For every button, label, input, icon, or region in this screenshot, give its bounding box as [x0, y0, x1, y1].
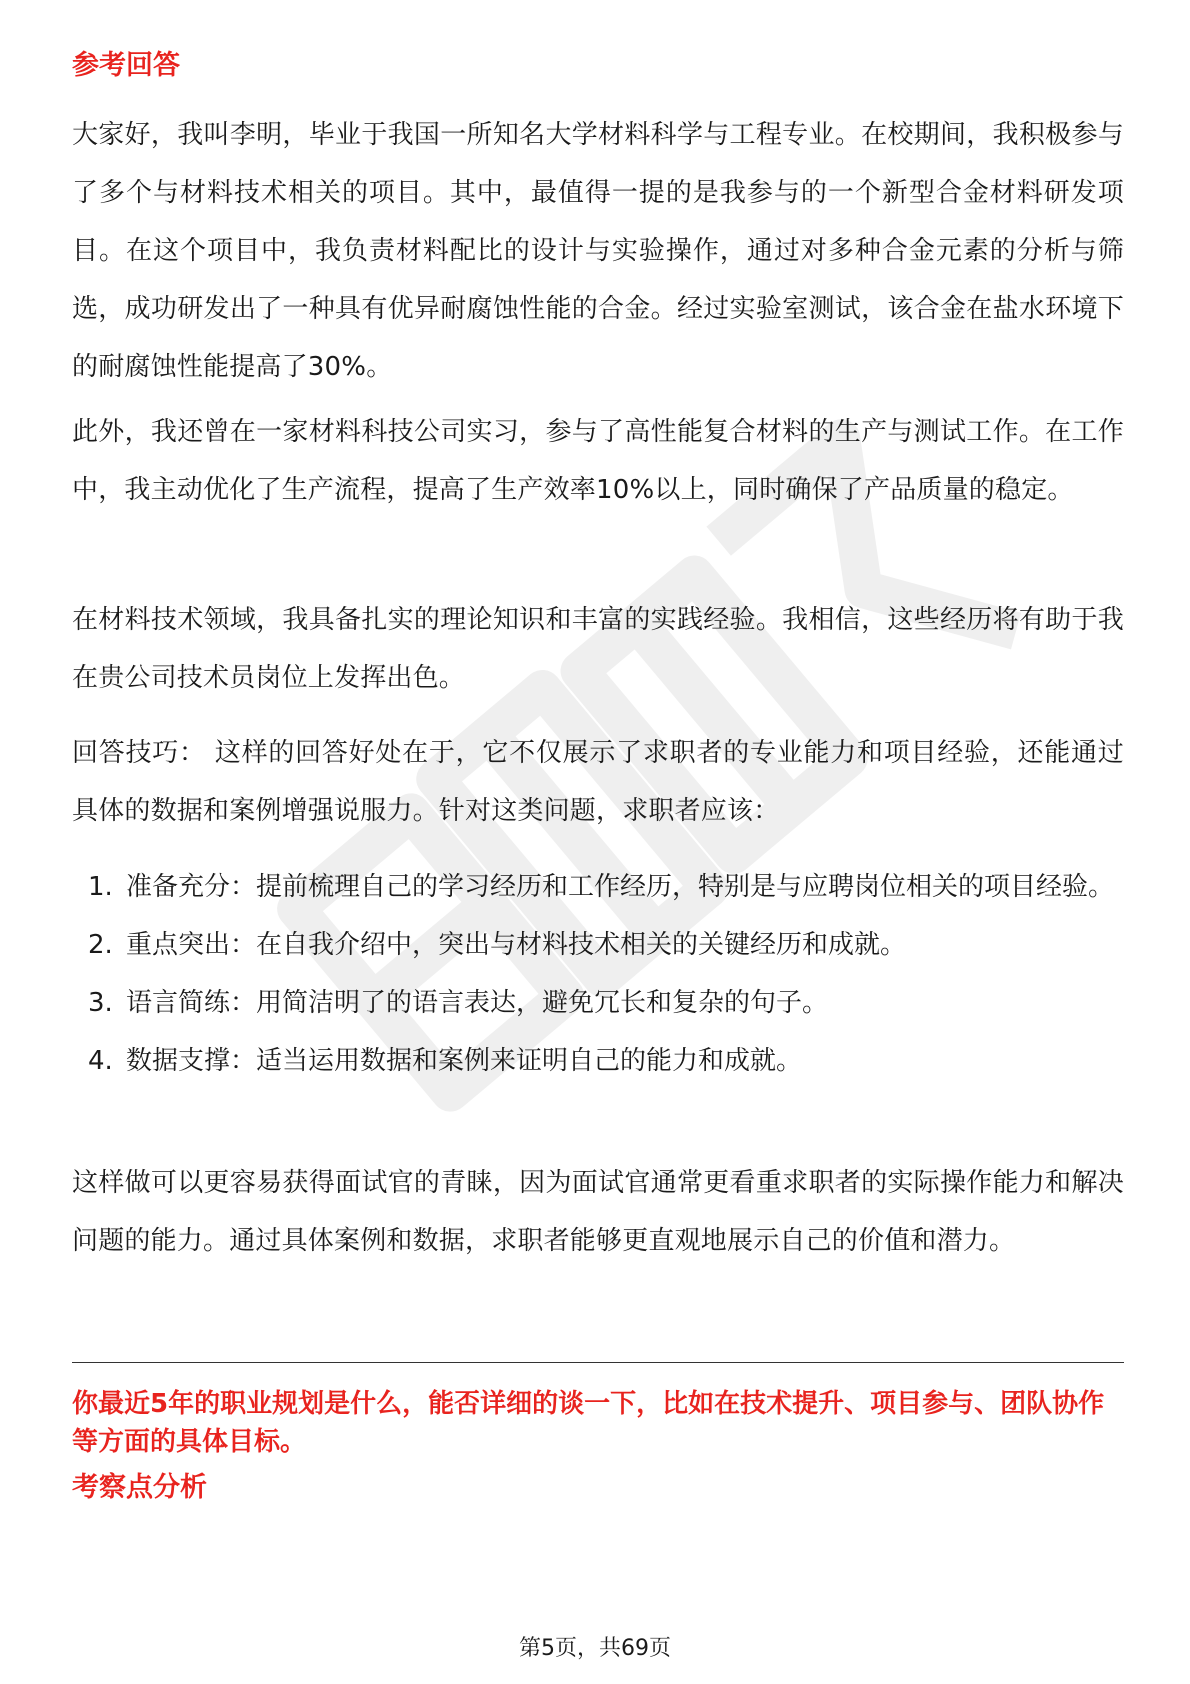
section-divider — [72, 1362, 1124, 1363]
tips-intro: 回答技巧： 这样的回答好处在于，它不仅展示了求职者的专业能力和项目经验，还能通过具体的数据和案例增强说服力。针对这类问题，求职者应该： — [72, 738, 1125, 826]
tip-item-3 — [72, 974, 1124, 1032]
answer-paragraph-2: 此外，我还曾在一家材料科技公司实习，参与了高性能复合材料的生产与测试工作。在工作中，我主动优化了生产流程，提高了生产效率10%以上，同时确保了产品质量的稳定。 — [72, 417, 1124, 505]
tip-text: 数据支撑：适当运用数据和案例来证明自己的能力和成就。 — [126, 1046, 803, 1076]
tips-list — [72, 858, 1124, 1090]
tip-number: 1. — [88, 872, 113, 902]
next-question: 你最近5年的职业规划是什么，能否详细的谈一下，比如在技术提升、项目参与、团队协作等方面的具体目标。 — [72, 1389, 1105, 1457]
tip-text: 重点突出：在自我介绍中，突出与材料技术相关的关键经历和成就。 — [126, 930, 907, 960]
tip-item-2 — [72, 916, 1124, 974]
document-page — [72, 0, 1124, 1684]
tip-number: 2. — [88, 930, 113, 960]
analysis-heading: 考察点分析 — [72, 1472, 207, 1503]
tip-number: 4. — [88, 1046, 113, 1076]
page-footer: 第5页，共69页 — [519, 1636, 671, 1661]
tip-text: 准备充分：提前梳理自己的学习经历和工作经历，特别是与应聘岗位相关的项目经验。 — [126, 872, 1115, 902]
reference-answer-heading: 参考回答 — [72, 50, 180, 81]
tip-item-1 — [72, 858, 1124, 916]
tip-text: 语言简练：用简洁明了的语言表达，避免冗长和复杂的句子。 — [126, 988, 829, 1018]
answer-paragraph-1: 大家好，我叫李明，毕业于我国一所知名大学材料科学与工程专业。在校期间，我积极参与了多个与材料技术相关的项目。其中，最值得一提的是我参与的一个新型合金材料研发项目。在这个项目中，我负责材料配比的设计与实验操作，通过对多种合金元素的分析与筛选，成功研发出了一种具有优异耐腐蚀性能的合金。经过实验室测试，该合金在盐水环境下的耐腐蚀性能提高了30%。 — [72, 120, 1124, 382]
answer-paragraph-3: 在材料技术领域，我具备扎实的理论知识和丰富的实践经验。我相信，这些经历将有助于我在贵公司技术员岗位上发挥出色。 — [72, 605, 1124, 693]
tip-number: 3. — [88, 988, 113, 1018]
tip-item-4 — [72, 1032, 1124, 1090]
conclusion-paragraph: 这样做可以更容易获得面试官的青睐，因为面试官通常更看重求职者的实际操作能力和解决问题的能力。通过具体案例和数据，求职者能够更直观地展示自己的价值和潜力。 — [72, 1168, 1124, 1256]
